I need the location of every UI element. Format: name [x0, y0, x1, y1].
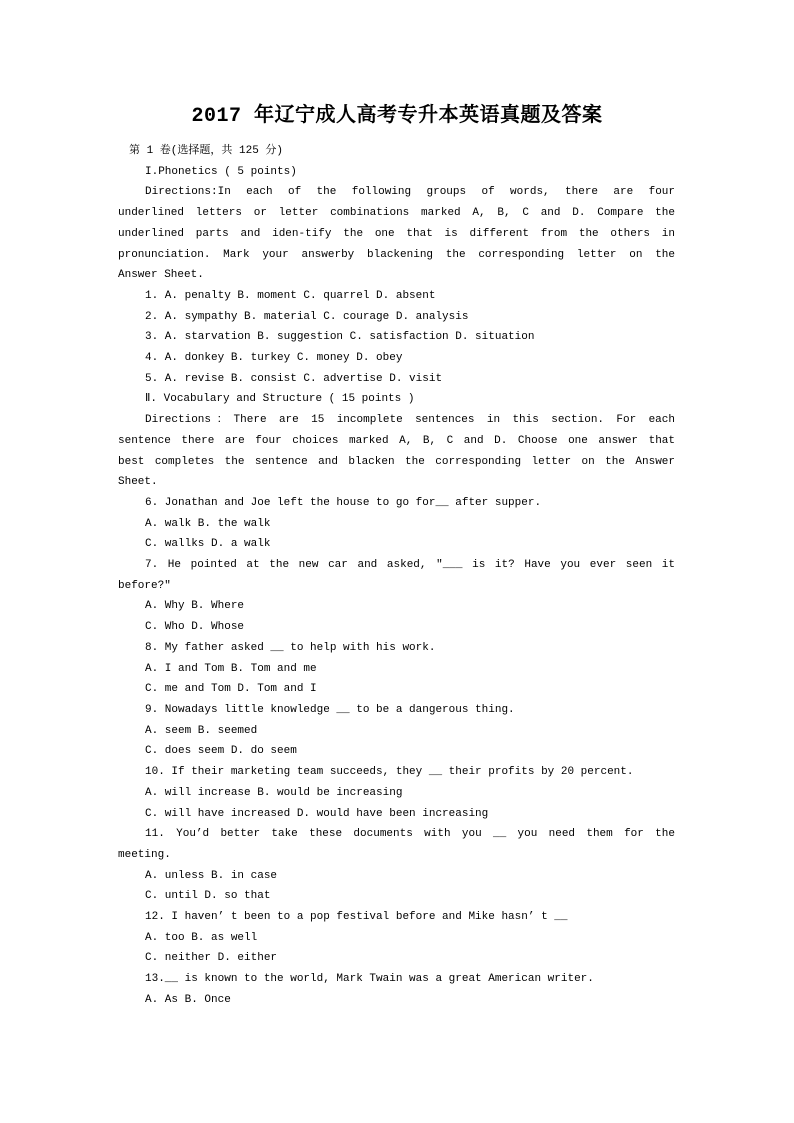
section1-directions-line: pronunciation. Mark your answerby blackening the corresponding letter on the	[118, 248, 675, 261]
section2-directions-line: Directions：There are 15 incomplete sentences in this section. For each	[145, 414, 675, 427]
question-10-stem: 10. If their marketing team succeeds, they __ their profits by 20 percent.	[145, 766, 634, 779]
section2-directions-line: best completes the sentence and blacken the corresponding letter on the Answer	[118, 455, 675, 468]
section2-directions-line: sentence there are four choices marked A, B, C and D. Choose one answer that	[118, 434, 675, 447]
question-6-options-cd: C. wallks D. a walk	[145, 538, 271, 551]
question-9-options-cd: C. does seem D. do seem	[145, 745, 297, 758]
question-12-options-ab: A. too B. as well	[145, 931, 258, 944]
question-11-stem: 11. You’d better take these documents with you __ you need them for the	[145, 828, 675, 841]
question-3: 3. A. starvation B. suggestion C. satisfaction D. situation	[145, 331, 535, 344]
question-4: 4. A. donkey B. turkey C. money D. obey	[145, 352, 403, 365]
paper-header: 第 1 卷(选择题，共 125 分)	[129, 145, 284, 157]
document-title: 2017 年辽宁成人高考专升本英语真题及答案	[191, 105, 603, 128]
document-body	[118, 141, 675, 1011]
question-5: 5. A. revise B. consist C. advertise D. visit	[145, 372, 443, 385]
question-7-stem: 7. He pointed at the new car and asked, ″___ is it? Have you ever seen it	[145, 559, 675, 572]
question-10-options-cd: C. will have increased D. would have been increasing	[145, 807, 489, 820]
question-11-options-ab: A. unless B. in case	[145, 869, 278, 882]
section1-heading: I.Phonetics ( 5 points)	[145, 165, 297, 178]
section2-heading: Ⅱ. Vocabulary and Structure ( 15 points )	[145, 393, 415, 406]
question-8-options-ab: A. I and Tom B. Tom and me	[145, 662, 317, 675]
question-7-options-ab: A. Why B. Where	[145, 600, 245, 613]
question-7-options-cd: C. Who D. Whose	[145, 621, 245, 634]
question-8-stem: 8. My father asked __ to help with his work.	[145, 641, 436, 654]
question-6-options-ab: A. walk B. the walk	[145, 517, 271, 530]
question-2: 2. A. sympathy B. material C. courage D. analysis	[145, 310, 469, 323]
question-12-options-cd: C. neither D. either	[145, 952, 278, 965]
question-11-options-cd: C. until D. so that	[145, 890, 271, 903]
question-12-stem: 12. I haven’ t been to a pop festival before and Mike hasn’ t __	[145, 911, 568, 924]
section1-directions-line: underlined letters or letter combinations marked A, B, C and D. Compare the	[118, 207, 675, 220]
question-9-options-ab: A. seem B. seemed	[145, 724, 258, 737]
question-1: 1. A. penalty B. moment C. quarrel D. absent	[145, 289, 436, 302]
question-13-options-ab: A. As B. Once	[145, 993, 231, 1006]
question-11-stem-continued: meeting.	[118, 848, 171, 861]
question-13-stem: 13.__ is known to the world, Mark Twain was a great American writer.	[145, 973, 594, 986]
question-7-stem-continued: before?″	[118, 579, 171, 592]
question-9-stem: 9. Nowadays little knowledge __ to be a dangerous thing.	[145, 703, 515, 716]
section1-directions-line: underlined parts and iden-tify the one that is different from the others in	[118, 227, 675, 240]
question-6-stem: 6. Jonathan and Joe left the house to go for__ after supper.	[145, 496, 542, 509]
section2-directions-line: Sheet.	[118, 476, 158, 489]
section1-directions-line: Answer Sheet.	[118, 269, 204, 282]
section1-directions-line: Directions:In each of the following groups of words, there are four	[145, 186, 675, 199]
question-10-options-ab: A. will increase B. would be increasing	[145, 786, 403, 799]
question-8-options-cd: C. me and Tom D. Tom and I	[145, 683, 317, 696]
